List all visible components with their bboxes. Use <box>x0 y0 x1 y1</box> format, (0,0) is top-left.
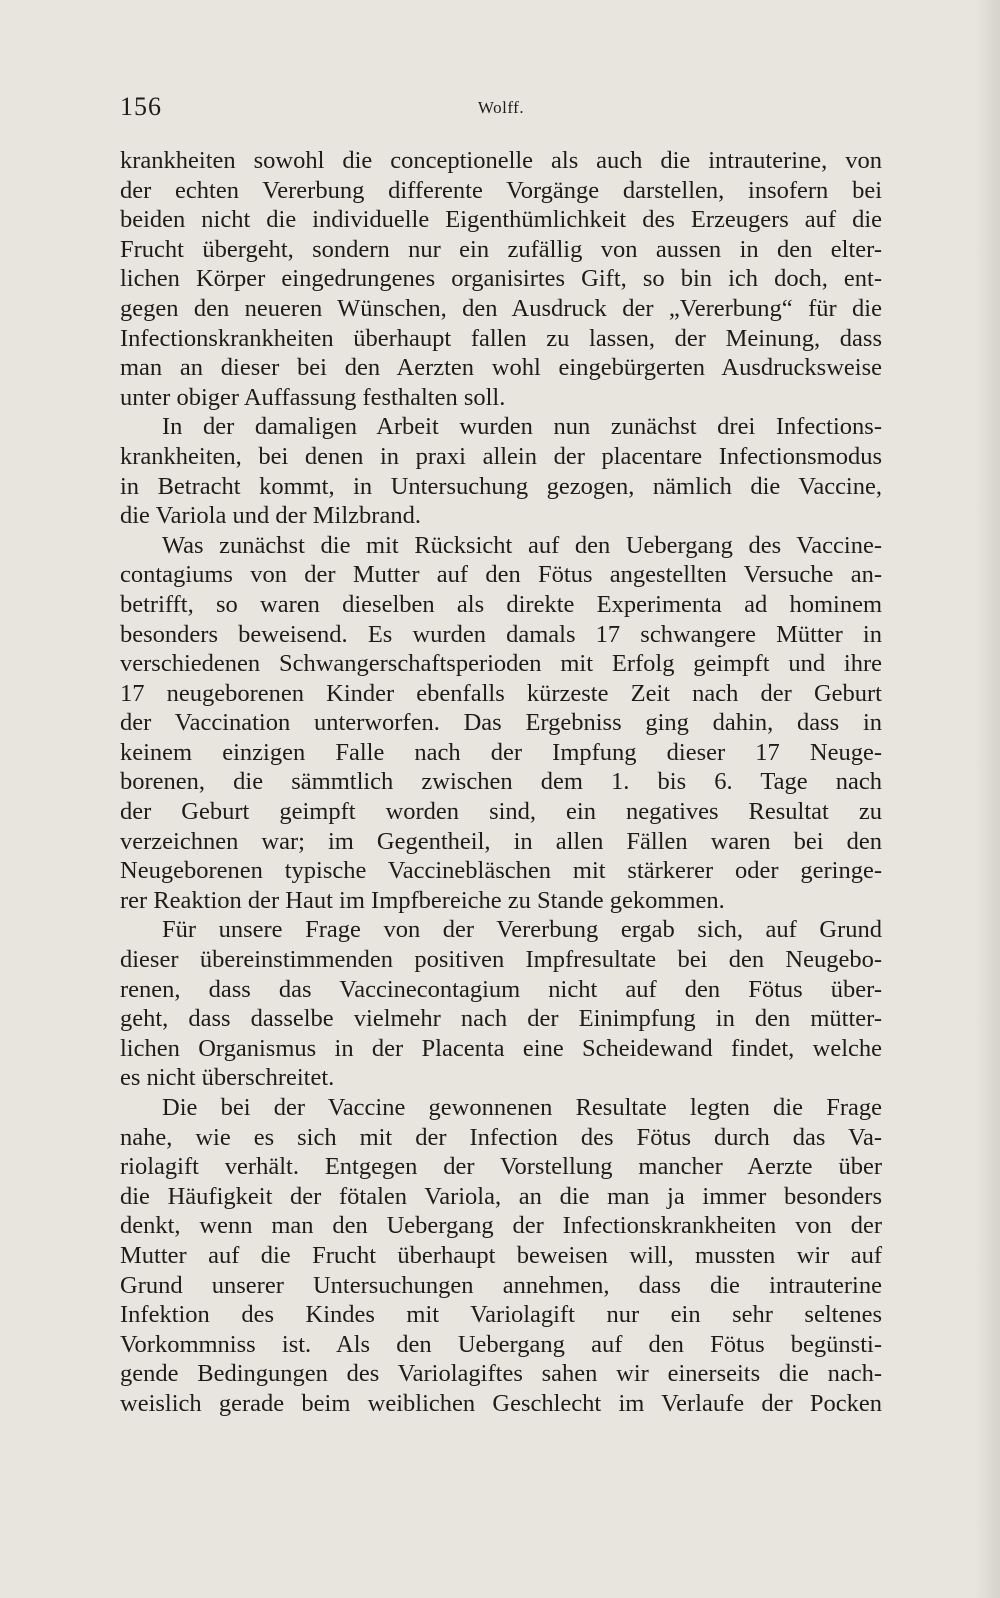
text-line: der Vaccination unterworfen. Das Ergebniss ging dahin, dass in <box>120 709 882 737</box>
text-line: rer Reaktion der Haut im Impfbereiche zu Stande gekommen. <box>120 886 725 914</box>
text-line: betrifft, so waren dieselben als direkte Experimenta ad hominem <box>120 590 882 618</box>
text-line: Infectionskrankheiten überhaupt fallen zu lassen, der Meinung, dass <box>120 324 882 352</box>
text-line: in Betracht kommt, in Untersuchung gezogen, nämlich die Vaccine, <box>120 472 882 500</box>
paragraph-start-line: Für unsere Frage von der Vererbung ergab sich, auf Grund <box>162 916 882 944</box>
text-line: 17 neugeborenen Kinder ebenfalls kürzeste Zeit nach der Geburt <box>120 679 882 707</box>
body-text <box>120 146 882 1419</box>
page-number: 156 <box>120 92 162 121</box>
text-line: es nicht überschreitet. <box>120 1064 335 1092</box>
page-header <box>120 92 882 126</box>
paragraph-start-line: Was zunächst die mit Rücksicht auf den Uebergang des Vaccine- <box>162 531 882 559</box>
text-line: der echten Vererbung differente Vorgänge darstellen, insofern bei <box>120 176 882 204</box>
text-line: keinem einzigen Falle nach der Impfung dieser 17 Neuge- <box>120 738 882 766</box>
text-line: Vorkommniss ist. Als den Uebergang auf den Fötus begünsti- <box>120 1330 882 1358</box>
text-line: gegen den neueren Wünschen, den Ausdruck der „Vererbung“ für die <box>120 294 882 322</box>
text-line: nahe, wie es sich mit der Infection des Fötus durch das Va- <box>120 1123 882 1151</box>
text-line: der Geburt geimpft worden sind, ein negatives Resultat zu <box>120 798 882 826</box>
text-line: krankheiten sowohl die conceptionelle als auch die intrauterine, von <box>120 147 882 174</box>
text-line: contagiums von der Mutter auf den Fötus angestellten Versuche an- <box>120 561 882 589</box>
text-line: Grund unserer Untersuchungen annehmen, dass die intrauterine <box>120 1271 882 1299</box>
text-line: lichen Körper eingedrungenes organisirtes Gift, so bin ich doch, ent- <box>120 265 882 293</box>
paragraph-start-line: Die bei der Vaccine gewonnenen Resultate legten die Frage <box>162 1094 882 1121</box>
text-line: Neugeborenen typische Vaccinebläschen mit stärkerer oder geringe- <box>120 857 882 885</box>
text-line: die Häufigkeit der fötalen Variola, an die man ja immer besonders <box>120 1182 882 1210</box>
text-line: die Variola und der Milzbrand. <box>120 502 421 530</box>
text-line: denkt, wenn man den Uebergang der Infectionskrankheiten von der <box>120 1212 882 1240</box>
text-line: verschiedenen Schwangerschaftsperioden mit Erfolg geimpft und ihre <box>120 650 882 678</box>
running-head: Wolff. <box>477 98 525 117</box>
text-line: beiden nicht die individuelle Eigenthümlichkeit des Erzeugers auf die <box>120 206 882 234</box>
text-line: krankheiten, bei denen in praxi allein der placentare Infectionsmodus <box>120 442 882 470</box>
text-line: verzeichnen war; im Gegentheil, in allen Fällen waren bei den <box>120 827 882 855</box>
text-line: weislich gerade beim weiblichen Geschlecht im Verlaufe der Pocken <box>120 1389 882 1417</box>
text-line: man an dieser bei den Aerzten wohl eingebürgerten Ausdrucksweise <box>120 354 882 382</box>
text-line: gende Bedingungen des Variolagiftes sahen wir einerseits die nach- <box>120 1360 882 1388</box>
text-line: riolagift verhält. Entgegen der Vorstellung mancher Aerzte über <box>120 1153 882 1181</box>
text-line: renen, dass das Vaccinecontagium nicht auf den Fötus über- <box>120 975 882 1003</box>
text-line: dieser übereinstimmenden positiven Impfresultate bei den Neugebo- <box>120 946 882 974</box>
text-line: Frucht übergeht, sondern nur ein zufällig von aussen in den elter- <box>120 235 882 263</box>
text-line: geht, dass dasselbe vielmehr nach der Einimpfung in den mütter- <box>120 1005 882 1033</box>
text-line: besonders beweisend. Es wurden damals 17 schwangere Mütter in <box>120 620 882 648</box>
page-edge-shadow <box>974 0 1000 1598</box>
paragraph-start-line: In der damaligen Arbeit wurden nun zunächst drei Infections- <box>162 413 882 441</box>
text-line: borenen, die sämmtlich zwischen dem 1. bis 6. Tage nach <box>120 768 882 796</box>
text-line: Mutter auf die Frucht überhaupt beweisen will, mussten wir auf <box>120 1241 882 1269</box>
text-line: Infektion des Kindes mit Variolagift nur ein sehr seltenes <box>120 1301 882 1329</box>
text-line: unter obiger Auffassung festhalten soll. <box>120 383 506 411</box>
text-line: lichen Organismus in der Placenta eine Scheidewand findet, welche <box>120 1034 882 1062</box>
